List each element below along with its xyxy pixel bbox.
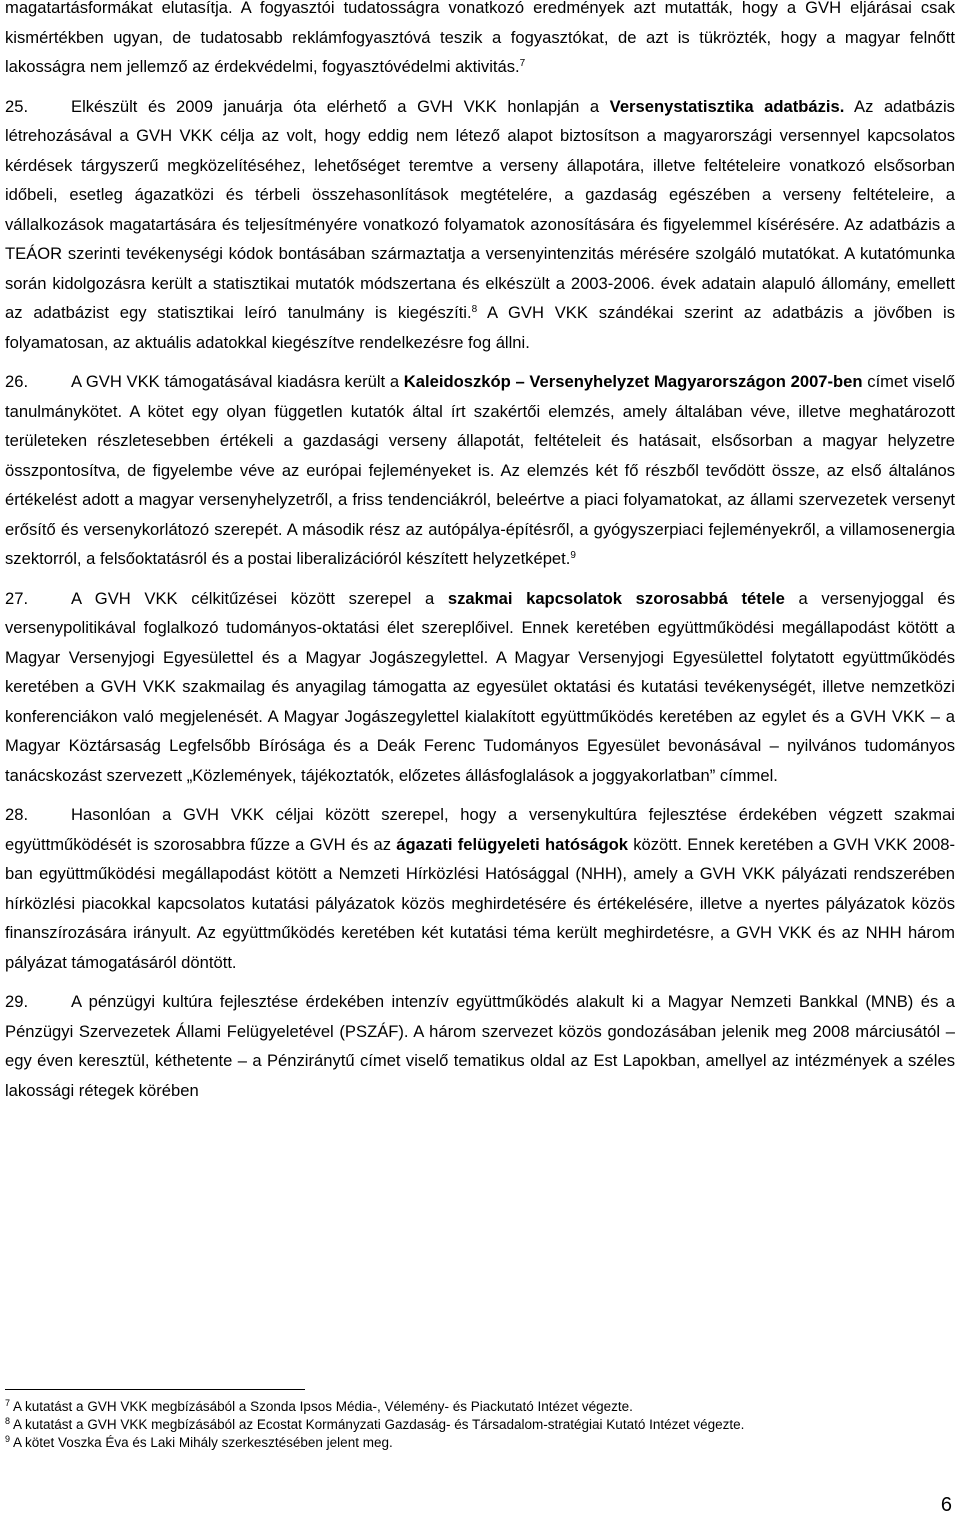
paragraph-number: 27. (5, 588, 29, 608)
paragraph-text: között. Ennek keretében a GVH VKK 2008-ban együttműködési megállapodást kötött a Nemzeti Hírközlési Hatósággal (NHH), amely a GVH VKK pályázati rendszerében hírközlési piacokkal kapcsolatos kutatási pályázatok közös meghirdetésére és értékelésére, illetve a nyertes pályázatok közös finanszírozására irányult. Az együttműködés keretében két kutatási téma került meghirdetésre, a GVH VKK és az NHH három pályázat támogatásáról döntött. (5, 834, 956, 972)
footnote-ref-7: 7 (519, 58, 526, 69)
paragraph-text: A GVH VKK célkitűzései között szerepel a (71, 588, 448, 608)
paragraph-text: A pénzügyi kultúra fejlesztése érdekében intenzív együttműködés alakult ki a Magyar Nemzeti Bankkal (MNB) és a Pénzügyi Szervezetek Állami Felügyeletével (PSZÁF). A három szervezet közös gondozásában jelenik meg 2008 márciusától – egy éven keresztül, kéthetente – a Pénziránytű címet viselő tematikus oldal az Est Lapokban, amellyel az intézmények a széles lakossági rétegek körében (5, 992, 955, 1100)
paragraph-text: a versenyjoggal és versenypolitikával foglalkozó tudományos-oktatási élet szereplőivel. Ennek keretében együttműködési megállapodást kötött a Magyar Versenyjogi Egyesülettel és a Magyar Jogászegylettel. A Magyar Versenyjogi Egyesülettel folytatott együttműködés keretében a GVH VKK szakmailag és anyagilag támogatta az egyesület oktatási és kutatási tevékenységét, illetve nemzetközi konferenciákon való megjelenését. A Magyar Jogászegylettel kialakított együttműködés keretében az egylet és a GVH VKK – a Magyar Köztársaság Legfelsőbb Bírósága és a Deák Ferenc Tudományos Egyesület bevonásával – nyilvános tudományos tanácskozást szervezett „Közlemények, tájékoztatók, előzetes állásfoglalások a joggyakorlatban” címmel. (5, 588, 955, 785)
paragraph-29 (5, 987, 955, 1105)
intro-paragraph (5, 0, 955, 82)
bold-term: szakmai kapcsolatok szorosabbá tétele (447, 588, 785, 608)
paragraph-text: Hasonlóan a GVH VKK céljai között szerepel, hogy a versenykultúra fejlesztése érdekében végzett szakmai együttműködését is szorosabbra fűzze a GVH és az (5, 805, 955, 854)
paragraph-text: Az adatbázis létrehozásával a GVH VKK célja az volt, hogy eddig nem létező alapot biztosítson a magyarországi versennyel kapcsolatos kérdések tárgyszerű megközelítéséhez, lehetőséget teremtve a verseny állapotára, illetve feltételeire vonatkozó elsősorban időbeli, esetleg ágazatközi és térbeli összehasonlítások megtételére, a gazdaság egészében a verseny feltételeire, a vállalkozások magatartására és teljesítményére vonatkozó folyamatok azonosítására és figyelemmel kísérésére. Az adatbázis a TEÁOR szerinti tevékenységi kódok bontásában származtatja a versenyintenzitás mérésére szolgáló mutatókat. A kutatómunka során kidolgozásra került a statisztikai mutatók módszertana és elkészült a 2003-2006. évek adatain alapuló állomány, emellett az adatbázist egy statisztikai leíró tanulmány is kiegészíti. (5, 96, 955, 322)
paragraph-text: címet viselő tanulmánykötet. A kötet egy olyan független kutatók által írt szakértői elemzés, amely általában véve, illetve meghatározott területeken részletesebben értékeli a gazdasági verseny állapotát, feltételeit és hatásait, elsősorban a magyar helyzetre összpontosítva, de figyelembe véve az európai fejleményeket is. Az elemzés két fő részből tevődött össze, az első általános értékelést adott a magyar versenyhelyzetről, a friss tendenciákról, beleértve a piaci folyamatokat, az állami szervezetek versenyt erősítő és versenykorlátozó szerepét. A második rész az autópálya-építésről, a gyógyszerpiaci fejleményekről, a villamosenergia szektorról, a felsőoktatásról és a postai liberalizációról készített helyzetképet. (5, 372, 955, 568)
footnote-text: A kutatást a GVH VKK megbízásából a Szonda Ipsos Média-, Vélemény- és Piackutató Intézet végezte. (10, 1399, 633, 1414)
paragraph-number: 25. (5, 96, 29, 116)
paragraph-text: A GVH VKK támogatásával kiadásra került a (71, 372, 404, 391)
footnote-text: A kutatást a GVH VKK megbízásából az Ecostat Kormányzati Gazdaság- és Társadalom-stratégiai Kutató Intézet végezte. (10, 1417, 745, 1432)
bold-term: Versenystatisztika adatbázis. (609, 96, 845, 116)
footnote-divider (5, 1389, 305, 1390)
page-number: 6 (940, 1494, 952, 1516)
intro-text: magatartásformákat elutasítja. A fogyasztói tudatosságra vonatkozó eredmények azt mutatták, hogy a GVH eljárásai csak kismértékben ugyan, de tudatosabb reklámfogyasztóvá teszik a fogyasztókat, de azt is tükrözték, hogy a magyar felnőtt lakosságra nem jellemző az érdekvédelmi, fogyasztóvédelmi aktivitás. (5, 0, 955, 76)
footnote-number: 9 (5, 1434, 11, 1444)
document-page (5, 0, 955, 1105)
footnote-text: A kötet Voszka Éva és Laki Mihály szerkesztésében jelent meg. (10, 1435, 393, 1450)
paragraph-27 (5, 584, 955, 791)
footnote-7 (5, 1398, 955, 1416)
footnote-9 (5, 1434, 955, 1452)
paragraph-number: 29. (5, 992, 29, 1011)
bold-term: Kaleidoszkóp – Versenyhelyzet Magyarországon 2007-ben (403, 372, 863, 391)
footnotes (5, 1398, 955, 1452)
paragraph-25 (5, 92, 955, 358)
footnote-number: 7 (5, 1398, 11, 1408)
footnote-number: 8 (5, 1416, 11, 1426)
paragraph-number: 28. (5, 805, 29, 824)
paragraph-26 (5, 367, 955, 574)
bold-term: ágazati felügyeleti hatóságok (396, 834, 628, 854)
footnote-8 (5, 1416, 955, 1434)
paragraph-text: Elkészült és 2009 januárja óta elérhető a GVH VKK honlapján a (71, 96, 610, 116)
paragraph-text: A GVH VKK szándékai szerint az adatbázis a jövőben is folyamatosan, az aktuális adatokkal kiegészítve rendelkezésre fog állni. (5, 303, 955, 352)
footnote-ref-9: 9 (570, 550, 576, 561)
footnote-ref-8: 8 (471, 304, 478, 315)
paragraph-28 (5, 800, 955, 977)
paragraph-number: 26. (5, 372, 29, 391)
